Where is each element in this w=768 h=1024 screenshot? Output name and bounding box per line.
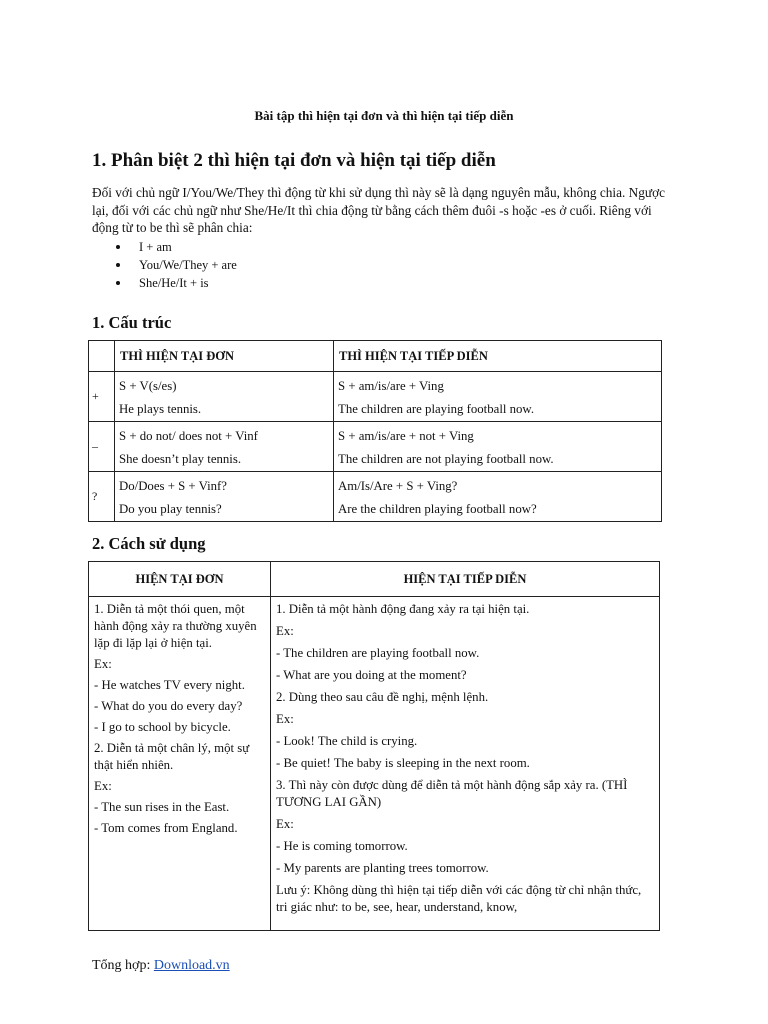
table-header-row (89, 562, 660, 597)
usage-line: - The sun rises in the East. (94, 800, 230, 814)
usage-heading: 2. Cách sử dụng (92, 534, 206, 553)
usage-line: 1. Diễn tả một hành động đang xảy ra tại hiện tại. (276, 602, 530, 616)
example-text: Do you play tennis? (119, 502, 222, 516)
table-cell (115, 422, 334, 472)
usage-line: Ex: (94, 779, 112, 793)
table-row (89, 422, 662, 472)
usage-line: 2. Diễn tả một chân lý, một sự thật hiển nhiên. (94, 741, 250, 772)
formula-text: S + V(s/es) (119, 379, 177, 393)
usage-line: - My parents are planting trees tomorrow. (276, 861, 489, 875)
table-header-row (89, 341, 662, 372)
list-item (92, 256, 237, 274)
row-symbol: + (89, 372, 115, 422)
formula-text: S + do not/ does not + Vinf (119, 429, 258, 443)
usage-line: - The children are playing football now. (276, 646, 480, 660)
table-header-cell: HIỆN TẠI TIẾP DIỄN (271, 562, 660, 597)
table-row (89, 597, 660, 931)
list-item (92, 238, 237, 256)
usage-line: Ex: (276, 817, 294, 831)
table-row (89, 372, 662, 422)
usage-line: - Tom comes from England. (94, 821, 238, 835)
usage-line: - Look! The child is crying. (276, 734, 418, 748)
table-cell (115, 472, 334, 522)
list-item-text: She/He/It + is (139, 276, 209, 290)
table-cell (334, 422, 662, 472)
usage-line: 3. Thì này còn được dùng để diễn tả một hành động sắp xảy ra. (THÌ TƯƠNG LAI GẦN) (276, 778, 628, 809)
formula-text: S + am/is/are + not + Ving (338, 429, 474, 443)
usage-line: Lưu ý: Không dùng thì hiện tại tiếp diễn với các động từ chỉ nhận thức, tri giác như: to be, see, hear, understand, know, (276, 883, 642, 914)
usage-line: Ex: (276, 624, 294, 638)
document-title: Bài tập thì hiện tại đơn và thì hiện tại tiếp diễn (254, 108, 514, 123)
formula-text: Do/Does + S + Vinf? (119, 479, 227, 493)
footer (92, 958, 230, 974)
usage-line: - What do you do every day? (94, 699, 243, 713)
list-item-text: I + am (139, 240, 172, 254)
bullet-list (92, 238, 237, 292)
usage-line: - He watches TV every night. (94, 678, 245, 692)
bullet-icon (116, 263, 120, 267)
download-link[interactable]: Download.vn (153, 958, 230, 973)
continuous-usage-cell (271, 597, 660, 931)
usage-line: - I go to school by bicycle. (94, 720, 231, 734)
usage-line: - He is coming tomorrow. (276, 839, 408, 853)
formula-text: S + am/is/are + Ving (338, 379, 444, 393)
simple-usage-cell (89, 597, 271, 931)
usage-line: - Be quiet! The baby is sleeping in the next room. (276, 756, 530, 770)
table-row (89, 472, 662, 522)
table-cell (334, 372, 662, 422)
table-cell (334, 472, 662, 522)
table-header-cell (89, 341, 115, 372)
bullet-icon (116, 281, 120, 285)
structure-heading: 1. Cấu trúc (92, 313, 172, 332)
usage-table (88, 561, 660, 931)
list-item-text: You/We/They + are (139, 258, 237, 272)
table-header-cell: HIỆN TẠI ĐƠN (89, 562, 271, 597)
example-text: He plays tennis. (119, 402, 202, 416)
bullet-icon (116, 245, 120, 249)
usage-line: 1. Diễn tả một thói quen, một hành động xảy ra thường xuyên lặp đi lặp lại ở hiện tại. (94, 602, 257, 650)
row-symbol: – (89, 422, 115, 472)
structure-table (88, 340, 662, 522)
example-text: The children are playing football now. (338, 402, 535, 416)
list-item (92, 274, 237, 292)
footer-label: Tổng hợp: (92, 958, 154, 973)
usage-line: 2. Dùng theo sau câu đề nghị, mệnh lệnh. (276, 690, 489, 704)
usage-line: - What are you doing at the moment? (276, 668, 467, 682)
table-header-cell: THÌ HIỆN TẠI TIẾP DIỄN (334, 341, 662, 372)
table-header-cell: THÌ HIỆN TẠI ĐƠN (115, 341, 334, 372)
formula-text: Am/Is/Are + S + Ving? (338, 479, 458, 493)
section-heading: 1. Phân biệt 2 thì hiện tại đơn và hiện tại tiếp diễn (92, 150, 496, 171)
row-symbol: ? (89, 472, 115, 522)
table-cell (115, 372, 334, 422)
usage-line: Ex: (276, 712, 294, 726)
intro-paragraph: Đối với chủ ngữ I/You/We/They thì động từ khi sử dụng thì này sẽ là dạng nguyên mẫu, không chia. Ngược lại, đối với các chủ ngữ như She/He/It thì chia động từ bằng cách thêm đuôi -s hoặc -es ở cuối. Riêng với động từ to be thì sẽ phân chia: (92, 185, 666, 235)
example-text: She doesn’t play tennis. (119, 452, 242, 466)
example-text: Are the children playing football now? (338, 502, 537, 516)
example-text: The children are not playing football now. (338, 452, 554, 466)
usage-line: Ex: (94, 657, 112, 671)
